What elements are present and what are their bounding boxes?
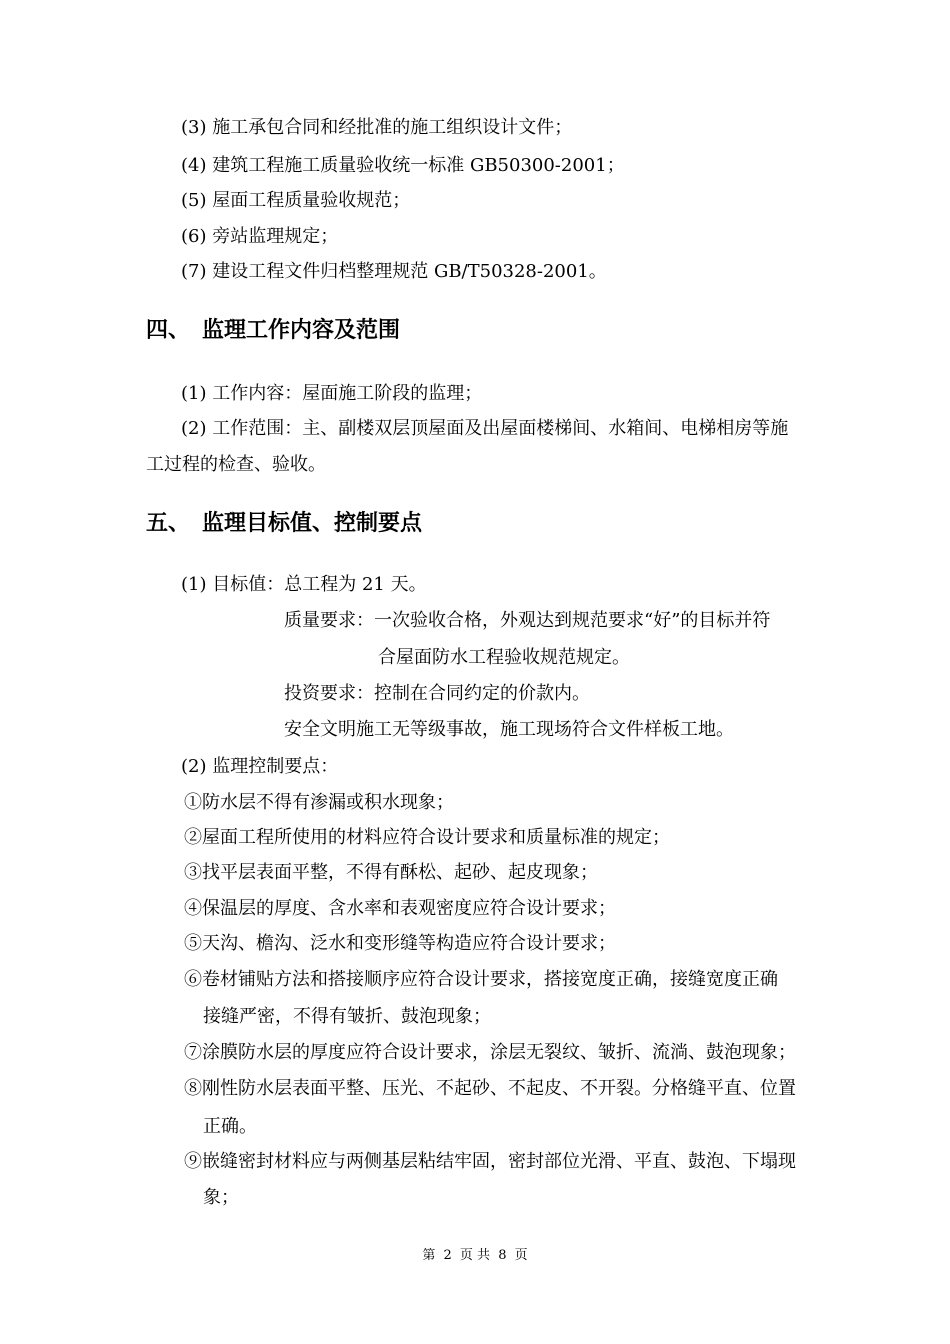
control-point-2: ②屋面工程所使用的材料应符合设计要求和质量标准的规定； — [184, 827, 670, 848]
page-footer — [0, 1248, 950, 1264]
safety-requirement: 安全文明施工无等级事故，施工现场符合文件样板工地。 — [284, 719, 734, 740]
control-point-5: ⑤天沟、檐沟、泛水和变形缝等构造应符合设计要求； — [184, 933, 616, 954]
section-5-title: 监理目标值、控制要点 — [202, 511, 423, 536]
work-scope-line-1: (2) 工作范围：主、副楼双层顶屋面及出屋面楼梯间、水箱间、电梯相房等施 — [181, 418, 789, 439]
footer-suffix: 页 — [514, 1248, 528, 1263]
section-4-title: 监理工作内容及范围 — [202, 318, 401, 343]
basis-item-7: (7) 建设工程文件归档整理规范 GB/T50328-2001。 — [181, 261, 607, 282]
investment-requirement: 投资要求：控制在合同约定的价款内。 — [284, 683, 590, 704]
basis-item-5: (5) 屋面工程质量验收规范； — [181, 190, 411, 211]
section-4-number: 四、 — [146, 318, 191, 343]
control-point-1: ①防水层不得有渗漏或积水现象； — [184, 792, 454, 813]
section-5-heading — [146, 510, 422, 538]
control-point-9-line-1: ⑨嵌缝密封材料应与两侧基层粘结牢固，密封部位光滑、平直、鼓泡、下塌现 — [184, 1151, 796, 1172]
control-point-9-line-2: 象； — [203, 1187, 239, 1208]
control-point-6-line-2: 接缝严密，不得有皱折、鼓泡现象； — [203, 1006, 491, 1027]
control-point-7: ⑦涂膜防水层的厚度应符合设计要求，涂层无裂纹、皱折、流淌、鼓泡现象； — [184, 1042, 796, 1063]
basis-item-6: (6) 旁站监理规定； — [181, 226, 339, 247]
control-point-8-line-2: 正确。 — [203, 1116, 257, 1137]
section-5-number: 五、 — [146, 511, 191, 536]
quality-requirement-line-2: 合屋面防水工程验收规范规定。 — [378, 647, 630, 668]
footer-prefix: 第 — [422, 1248, 436, 1263]
basis-item-3: (3) 施工承包合同和经批准的施工组织设计文件； — [181, 117, 573, 138]
work-scope-line-2: 工过程的检查、验收。 — [146, 454, 326, 475]
control-points-heading: (2) 监理控制要点： — [181, 756, 339, 777]
control-point-4: ④保温层的厚度、含水率和表观密度应符合设计要求； — [184, 898, 616, 919]
basis-item-4: (4) 建筑工程施工质量验收统一标准 GB50300-2001； — [181, 155, 625, 176]
total-page-count: 8 — [498, 1248, 507, 1263]
control-point-6-line-1: ⑥卷材铺贴方法和搭接顺序应符合设计要求，搭接宽度正确，接缝宽度正确 — [184, 969, 778, 990]
quality-requirement-line-1: 质量要求：一次验收合格，外观达到规范要求“好”的目标并符 — [284, 610, 771, 631]
work-content: (1) 工作内容：屋面施工阶段的监理； — [181, 383, 483, 404]
section-4-heading — [146, 317, 400, 345]
control-point-8-line-1: ⑧刚性防水层表面平整、压光、不起砂、不起皮、不开裂。分格缝平直、位置 — [184, 1078, 796, 1099]
current-page-number: 2 — [443, 1248, 452, 1263]
target-value: (1) 目标值：总工程为 21 天。 — [181, 574, 427, 595]
control-point-3: ③找平层表面平整，不得有酥松、起砂、起皮现象； — [184, 862, 598, 883]
footer-middle: 页 共 — [459, 1248, 491, 1263]
